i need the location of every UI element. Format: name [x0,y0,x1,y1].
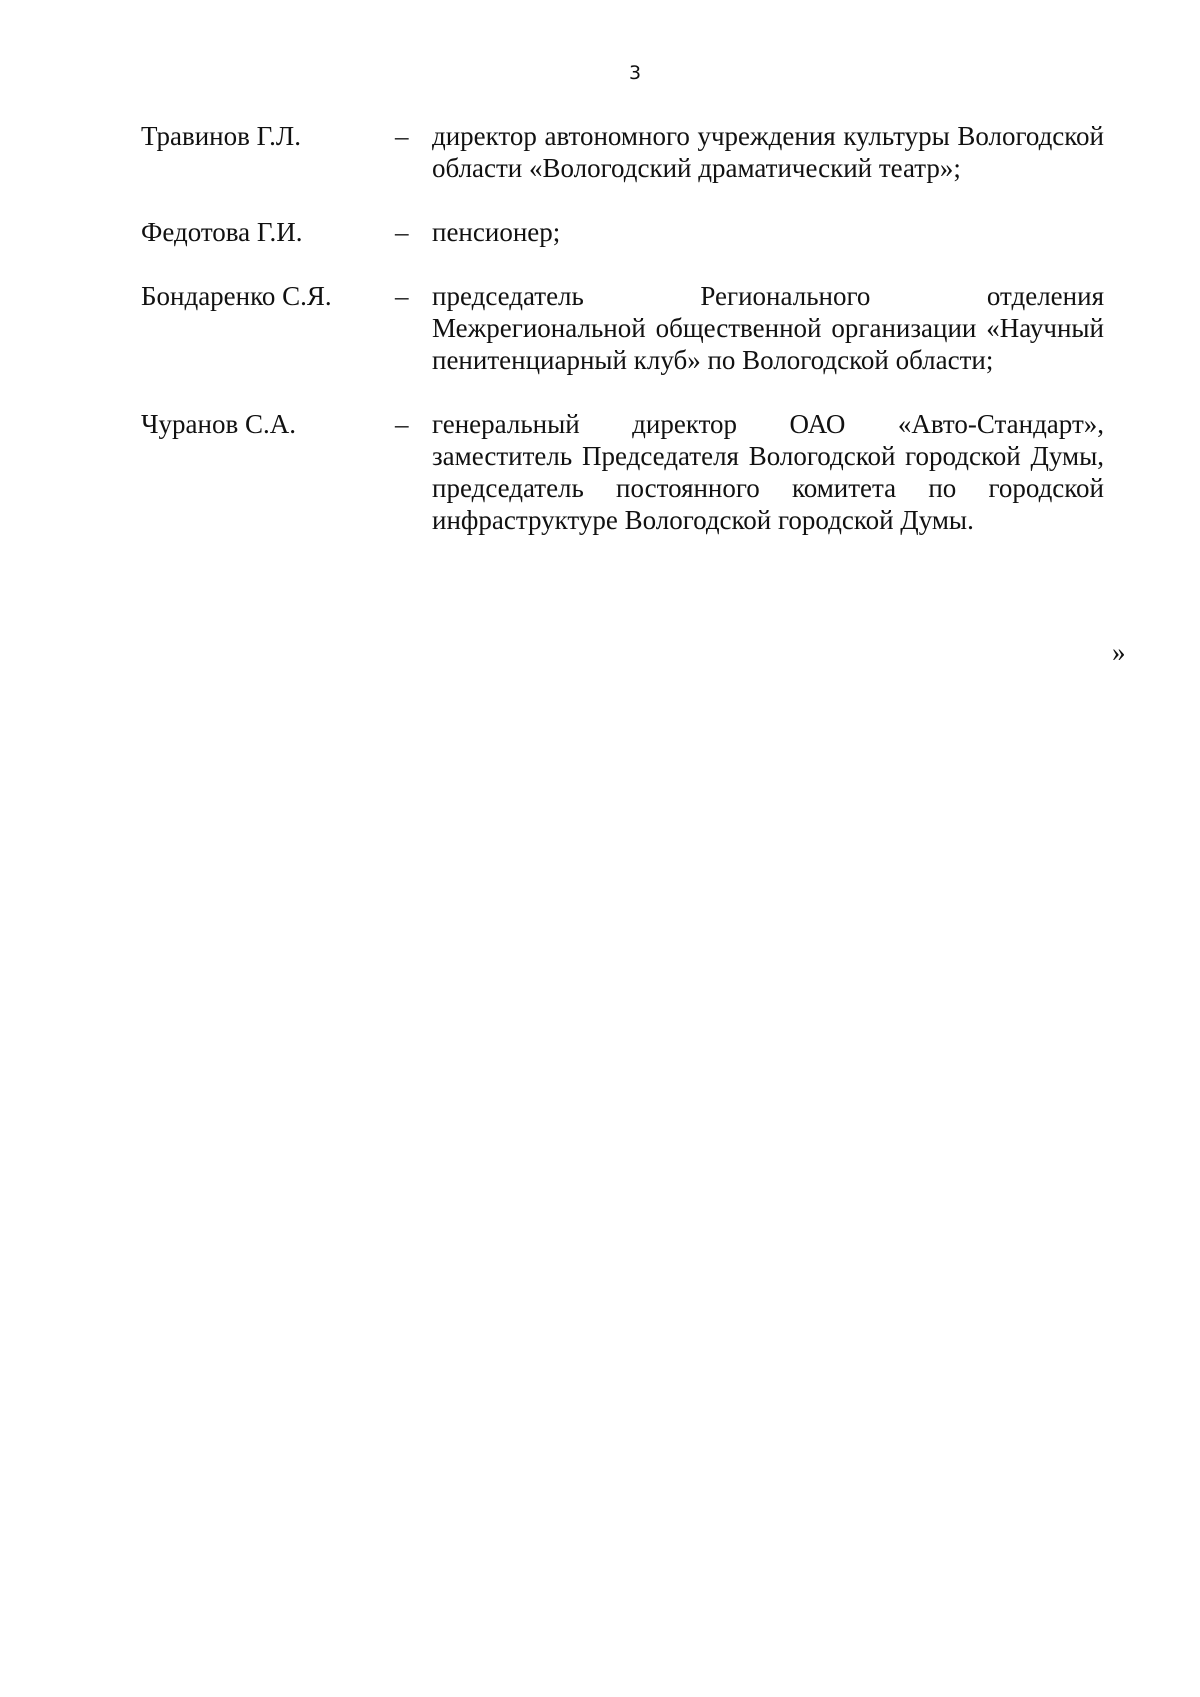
member-name: Травинов Г.Л. [141,121,301,151]
member-role: директор автономного учреждения культуры Вологодской области «Вологодский драматический театр»; [432,121,1104,183]
member-row [141,408,1104,536]
member-role: председатель Регионального отделения Межрегиональной общественной организации «Научный пенитенциарный клуб» по Вологодской области; [432,281,1104,375]
member-name: Бондаренко С.Я. [141,281,332,311]
member-dash: – [395,121,409,151]
page-number: 3 [628,62,642,84]
member-name: Чуранов С.А. [141,409,296,439]
member-role: пенсионер; [432,217,561,247]
member-list [141,120,1104,536]
member-row [141,280,1104,376]
member-role: генеральный директор ОАО «Авто-Стандарт», заместитель Председателя Вологодской городской Думы, председатель постоянного комитета по городской инфраструктуре Вологодской городской Думы. [432,409,1104,535]
member-dash: – [395,409,409,439]
member-name: Федотова Г.И. [141,217,303,247]
member-dash: – [395,281,409,311]
member-row [141,120,1104,184]
closing-quote: » [1112,637,1126,667]
member-dash: – [395,217,409,247]
member-row [141,216,1104,248]
